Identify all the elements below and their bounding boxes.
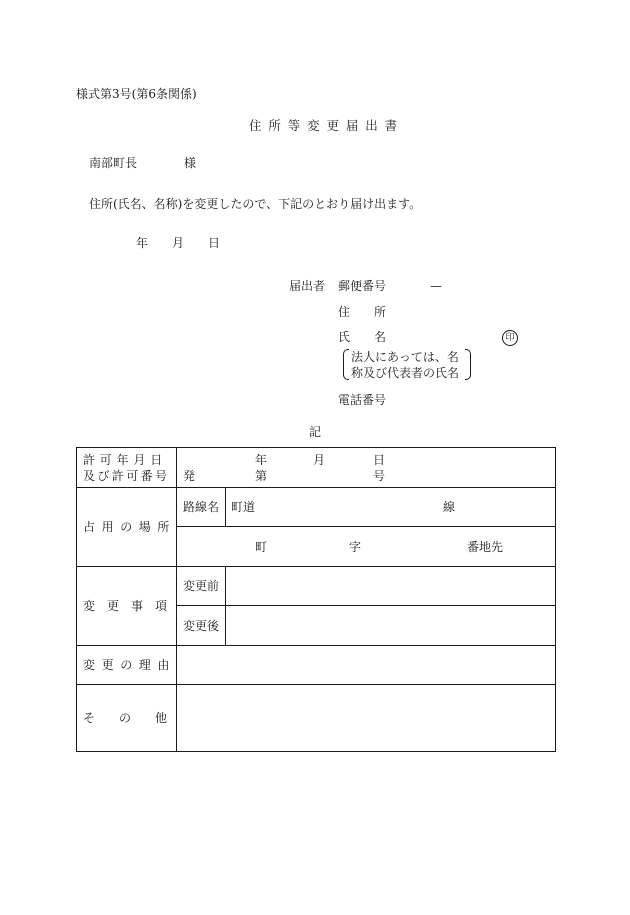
phone-label: 電話番号 [338, 393, 387, 407]
permit-date-label: 許可年月日 [83, 453, 168, 467]
change-items-label: 変 更 事 項 [83, 599, 168, 613]
banchi-label: 番地先 [467, 540, 504, 554]
location-label: 占用の場所 [83, 520, 177, 534]
town-label: 町 [255, 540, 268, 554]
date-month-label: 月 [172, 236, 185, 250]
date-day-label: 日 [208, 236, 221, 250]
seal-mark: 印 [502, 330, 518, 346]
date-year-label: 年 [136, 236, 149, 250]
permit-go-label: 号 [373, 469, 386, 483]
other-label: そ の 他 [83, 711, 168, 725]
after-change-label: 変更後 [183, 619, 220, 633]
addressee-honorific: 様 [184, 156, 197, 170]
route-type-label: 町道 [231, 500, 256, 514]
name-label: 氏 名 [338, 330, 387, 344]
postal-code-label: 郵便番号 [338, 279, 387, 293]
page-title: 住所等変更届出書 [249, 118, 405, 133]
permit-year-label: 年 [255, 453, 268, 467]
permit-issue-label: 発 [183, 469, 196, 483]
before-change-label: 変更前 [183, 579, 220, 593]
permit-number-label: 及び許可番号 [83, 469, 170, 483]
postal-code-dash: — [430, 279, 442, 293]
permit-day-label: 日 [373, 453, 386, 467]
corporate-note-line-2: 称及び代表者の氏名 [351, 366, 460, 380]
route-suffix-label: 線 [443, 500, 456, 514]
aza-label: 字 [349, 540, 362, 554]
intro-text: 住所(氏名、名称)を変更したので、下記のとおり届け出ます。 [89, 197, 422, 211]
route-name-label: 路線名 [183, 500, 220, 514]
ki-heading: 記 [309, 425, 322, 439]
permit-dai-label: 第 [255, 469, 268, 483]
address-label: 住 所 [338, 305, 387, 319]
corporate-note-line-1: 法人にあっては、名 [351, 350, 459, 364]
reason-label: 変更の理由 [83, 658, 177, 672]
permit-month-label: 月 [313, 453, 326, 467]
addressee-name: 南部町長 [89, 156, 138, 170]
form-number: 様式第3号(第6条関係) [76, 87, 197, 101]
applicant-label: 届出者 [289, 279, 326, 293]
